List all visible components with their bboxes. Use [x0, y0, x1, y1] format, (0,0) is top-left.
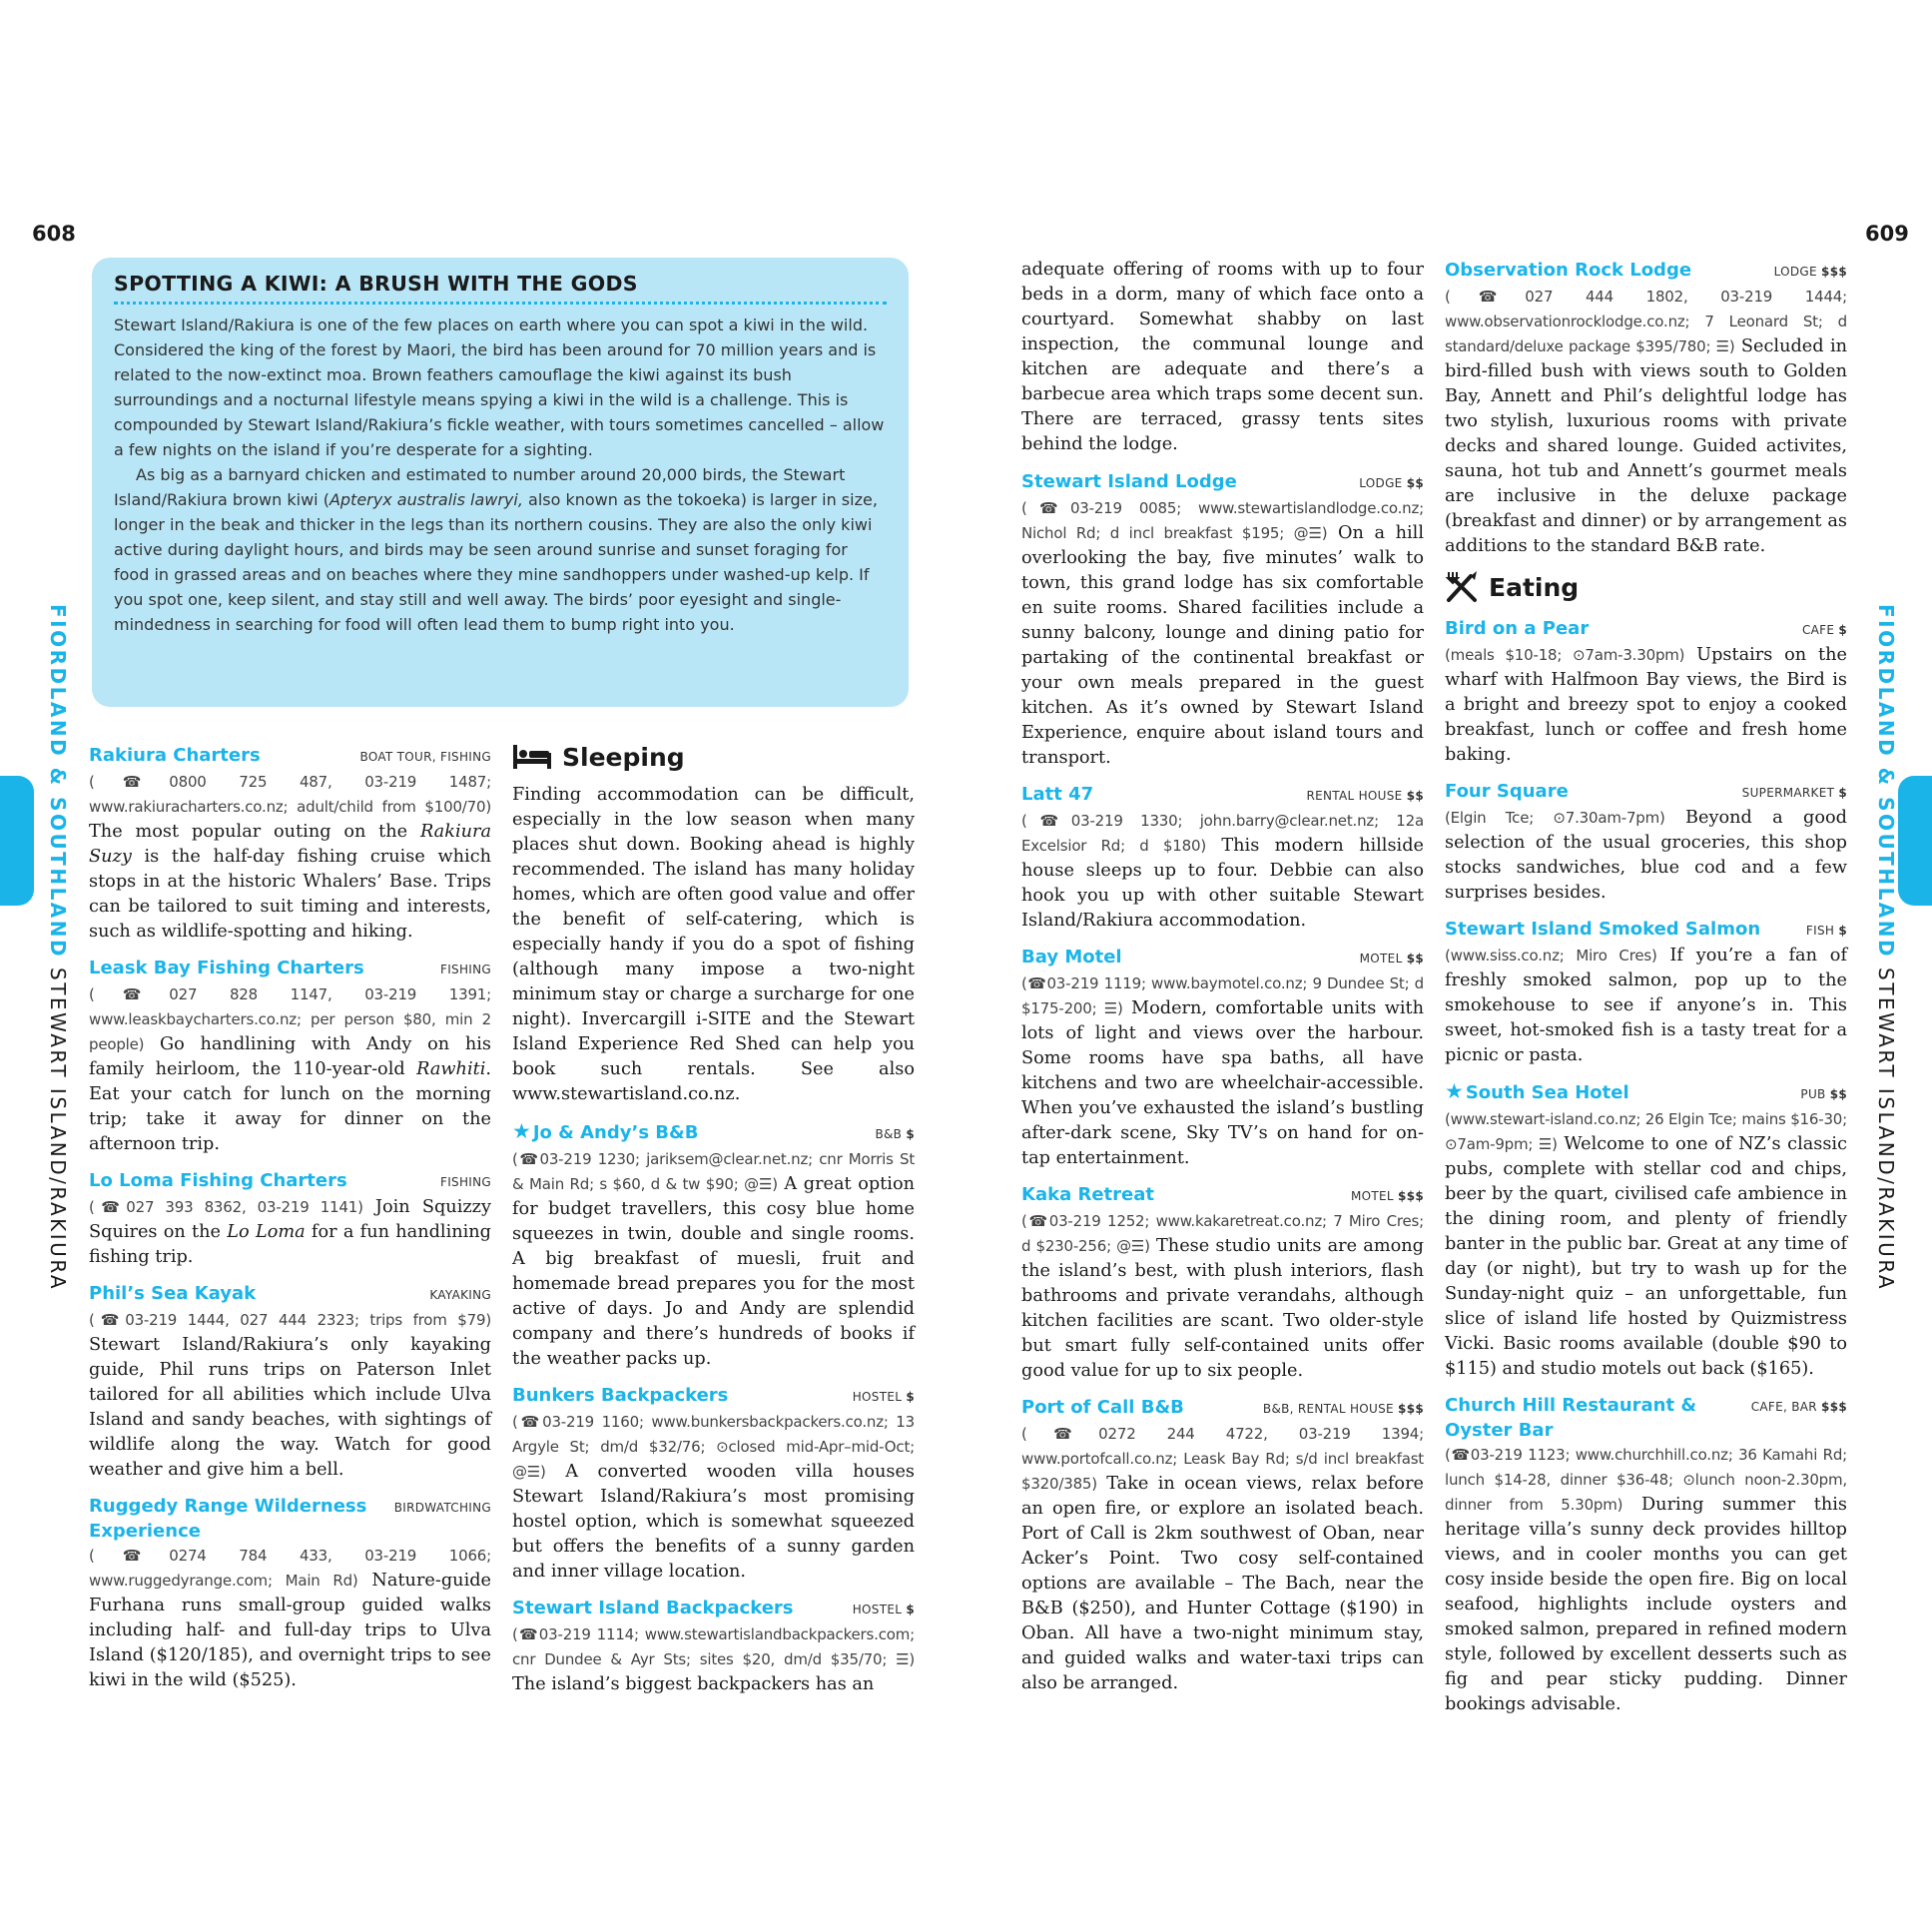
listing-type	[1742, 781, 1847, 806]
listing-text: is the half-day fishing cruise which stops in at the historic Whalers’ Base. Trips can be tailored to suit timing and interests, such as wildlife-spotting and hiking.	[89, 847, 491, 942]
listing-type	[1263, 1397, 1424, 1422]
listing-name: Stewart Island Backpackers	[512, 1598, 794, 1618]
sidebar-paragraph-2	[114, 462, 887, 637]
listing-type-text: B&B	[875, 1127, 903, 1141]
listing-text: Take in ocean views, relax before an open fire, or explore an isolated beach. Port of Call is 2km southwest of Oban, near Acker’s Point. Two cosy self-contained options are available – The Bach, near the B&B ($250), and Hunter Cottage ($190) in Oban. All have a two-night minimum stay, and guided walks and water-taxi trips can also be arranged.	[1021, 1474, 1424, 1693]
eating-entry	[1445, 1393, 1847, 1717]
listing-type	[1360, 947, 1424, 971]
side-section-label: STEWART ISLAND/RAKIURA	[1874, 959, 1898, 1292]
listing-info: (☎027 393 8362, 03-219 1141)	[89, 1198, 363, 1216]
eating-entry	[1445, 1079, 1847, 1382]
listing-type: BIRDWATCHING	[393, 1501, 491, 1515]
listing-type-text: B&B, RENTAL HOUSE	[1262, 1402, 1394, 1416]
listing-type-text: HOSTEL	[852, 1390, 903, 1404]
listing-type-text: MOTEL	[1359, 952, 1403, 966]
listing-info: (www.stewart-island.co.nz; 26 Elgin Tce; mains $16-30; ⊙7am-9pm; ☰)	[1445, 1110, 1847, 1153]
listing-name: Port of Call B&B	[1021, 1397, 1184, 1418]
continued-text: adequate offering of rooms with up to four beds in a dorm, many of which face onto a courtyard. Somewhat shabby on last inspection, the communal lounge and kitchen are adequate and there’s a barbecue area which traps some decent sun. There are terraced, grassy tents sites behind the lodge.	[1021, 260, 1424, 454]
listing-info: (☎03-219 1230; jariksem@clear.net.nz; cnr Morris St & Main Rd; s $60, d & tw $90; @☰)	[512, 1150, 915, 1193]
side-running-head-left	[38, 604, 78, 1603]
listing-text: . Eat your catch for lunch on the morning trip; take it away for dinner on the afternoon trip.	[89, 1059, 491, 1154]
price-level: $$	[1406, 952, 1424, 966]
listing-type	[1800, 1082, 1847, 1107]
listing-text: Join Squizzy Squires on the	[89, 1197, 491, 1242]
sleeping-entry	[512, 1596, 915, 1697]
sidebar-text: also known as the tokoeka) is larger in size, longer in the beak and thicker in the legs than its northern cousins. They are also the only kiwi active during daylight hours, and birds may be seen around sunrise and sunset foraging for food in grassed areas and on beaches where they mine sandhoppers under washed-up kelp. If you spot one, keep silent, and stay still and well away. The birds’ poor eyesight and single-mindedness in searching for food will often lead them to bump right into you.	[114, 490, 878, 634]
eating-entry	[1445, 616, 1847, 768]
price-level: $$$	[1821, 1400, 1847, 1414]
sidebar-latin-name: Apteryx australis lawryi,	[328, 490, 523, 509]
chapter-tab-left	[0, 776, 34, 906]
listing-name: Bunkers Backpackers	[512, 1385, 729, 1406]
listing-text: Beyond a good selection of the usual groceries, this shop stocks sandwiches, blue cod and a few surprises besides.	[1445, 808, 1847, 903]
price-level: $$$	[1398, 1402, 1424, 1416]
listing-name: Rakiura Charters	[89, 745, 261, 766]
section-title: Eating	[1489, 572, 1580, 602]
activity-entry	[89, 1168, 491, 1270]
sleeping-entry	[512, 1383, 915, 1585]
sleeping-entry	[512, 1119, 915, 1372]
sleeping-entry	[1021, 469, 1424, 771]
sidebar-title: SPOTTING A KIWI: A BRUSH WITH THE GODS	[114, 272, 887, 305]
listing-info: (☎027 828 1147, 03-219 1391; www.leaskbaycharters.co.nz; per person $80, min 2 people)	[89, 985, 491, 1053]
listing-text: If you’re a fan of freshly smoked salmon, pop up to the smokehouse to see if anyone’s in. This sweet, hot-smoked fish is a tasty treat for a picnic or pasta.	[1445, 946, 1847, 1065]
listing-info: (☎03-219 1330; john.barry@clear.net.nz; 12a Excelsior Rd; d $180)	[1021, 812, 1424, 855]
listing-name	[1445, 1079, 1629, 1105]
price-level: $	[1838, 786, 1847, 800]
sleeping-intro: Finding accommodation can be difficult, especially in the low season when many places shut down. Booking ahead is highly recommended. The island has many holiday homes, which are often good value and offer the benefit of self-catering, which is especially handy if you do a spot of fishing (although many impose a two-night minimum stay or charge a surcharge for one night). Invercargill i-SITE and the Stewart Island Experience Red Shed can help you book such rentals. See also www.stewartisland.co.nz.	[512, 785, 915, 1104]
listing-type: FISHING	[440, 963, 491, 976]
listing-name: Leask Bay Fishing Charters	[89, 958, 364, 978]
price-level: $	[906, 1603, 915, 1616]
listing-type-text: FISH	[1805, 924, 1835, 938]
listing-text: During summer this heritage villa’s sunny deck provides hilltop views, and in cooler months you can get cosy inside beside the open fire. Big on local seafood, highlights include oysters and smoked salmon, prepared in refined modern style, followed by excellent desserts such as fig and pear sticky pudding. Dinner bookings advisable.	[1445, 1495, 1847, 1714]
listing-name: Bird on a Pear	[1445, 618, 1590, 639]
sleeping-entry	[1445, 258, 1847, 559]
fork-knife-icon	[1445, 570, 1479, 604]
listing-name: Four Square	[1445, 781, 1569, 802]
activities-column	[89, 743, 491, 1704]
listing-italic: Rawhiti	[416, 1059, 486, 1079]
sleeping-column-continued	[1021, 258, 1424, 1707]
listing-info: (www.siss.co.nz; Miro Cres)	[1445, 947, 1657, 965]
side-chapter-label: FIORDLAND & SOUTHLAND	[46, 604, 70, 960]
eating-entry	[1445, 779, 1847, 906]
listing-text: The island’s biggest backpackers has an	[512, 1674, 875, 1694]
listing-name-text: Jo & Andy’s B&B	[532, 1122, 699, 1143]
price-level: $$	[1406, 789, 1424, 803]
listing-text: Secluded in bird-filled bush with views south to Golden Bay, Annett and Phil’s delightful lodge has two stylish, luxurious rooms with private decks and shared lounge. Guided activites, sauna, hot tub and Annett’s gourmet meals are inclusive in the deluxe package (breakfast and dinner) or by arrangement as additions to the standard B&B rate.	[1445, 336, 1847, 556]
sleeping-entry	[1021, 1182, 1424, 1384]
listing-name: Observation Rock Lodge	[1445, 260, 1692, 281]
price-level: $$	[1406, 476, 1424, 490]
price-level: $	[1838, 924, 1847, 938]
listing-type	[1774, 260, 1847, 285]
listing-text: A great option for budget travellers, this cosy blue home squeezes in twin, double and single rooms. A big breakfast of muesli, fruit and homemade bread prepares you for the most active of days. Jo and Andy are splendid company and there’s hundreds of books if the weather packs up.	[512, 1174, 915, 1369]
listing-type-text: CAFE	[1801, 623, 1835, 637]
listing-name: Ruggedy Range Wilderness Experience	[89, 1496, 367, 1542]
listing-type-text: PUB	[1800, 1087, 1826, 1101]
side-running-head-right	[1866, 604, 1906, 1603]
listing-type	[1351, 1184, 1424, 1209]
listing-info: (☎027 444 1802, 03-219 1444; www.observationrocklodge.co.nz; 7 Leonard St; d standard/deluxe package $395/780; ☰)	[1445, 288, 1847, 355]
listing-text: This modern hillside house sleeps up to four. Debbie can also hook you up with other suitable Stewart Island/Rakiura accommodation.	[1021, 836, 1424, 931]
listing-name-text: South Sea Hotel	[1465, 1082, 1629, 1103]
listing-name: Bay Motel	[1021, 947, 1122, 967]
listing-info: (☎0272 244 4722, 03-219 1394; www.portofcall.co.nz; Leask Bay Rd; s/d incl breakfast $320/385)	[1021, 1425, 1424, 1493]
listing-type	[1307, 784, 1425, 809]
listing-type: KAYAKING	[429, 1288, 491, 1302]
listing-text: These studio units are among the island’s best, with plush interiors, flash bathrooms and private verandahs, although kitchen facilities are scant. Two older-style but smart fully self-contained units offer good value for up to six people.	[1021, 1236, 1424, 1381]
listing-type	[853, 1598, 915, 1622]
listing-text: On a hill overlooking the bay, five minutes’ walk to town, this grand lodge has six comfortable en suite rooms. Shared facilities include a sunny balcony, lounge and dining patio for partaking of the continental breakfast or your own meals prepared in the guest kitchen. As it’s owned by Stewart Island Experience, enquire about island tours and transport.	[1021, 523, 1424, 768]
listing-name: Church Hill Restaurant & Oyster Bar	[1445, 1395, 1697, 1441]
listing-type	[1751, 1395, 1847, 1420]
listing-name: Phil’s Sea Kayak	[89, 1283, 257, 1304]
kiwi-sidebar-box	[92, 258, 909, 707]
sleeping-entry	[1021, 1395, 1424, 1696]
page-number-right: 609	[1865, 222, 1909, 246]
price-level: $	[1838, 623, 1847, 637]
sleeping-heading	[512, 743, 915, 771]
listing-info: (☎03-219 0085; www.stewartislandlodge.co.nz; Nichol Rd; d incl breakfast $195; @☰)	[1021, 499, 1424, 542]
listing-text: for a fun handlining fishing trip.	[89, 1222, 491, 1267]
price-level: $$	[1829, 1087, 1847, 1101]
listing-type	[1359, 471, 1424, 496]
listing-text: Go handlining with Andy on his family heirloom, the 110-year-old	[89, 1034, 491, 1079]
sleeping-column	[512, 739, 915, 1708]
listing-italic: Rakiura Suzy	[89, 822, 491, 867]
listing-type	[1806, 919, 1847, 944]
listing-name: Kaka Retreat	[1021, 1184, 1154, 1205]
eating-heading	[1445, 570, 1847, 604]
listing-type-text: RENTAL HOUSE	[1306, 789, 1403, 803]
section-title: Sleeping	[562, 742, 685, 772]
listing-type-text: LODGE	[1359, 476, 1403, 490]
listing-text: Stewart Island/Rakiura’s only kayaking guide, Phil runs trips on Paterson Inlet tailored for all abilities which include Ulva Island and sandy beaches, with sightings of wildlife along the way. Watch for good weather and give him a bell.	[89, 1335, 491, 1480]
listing-info: (☎03-219 1114; www.stewartislandbackpackers.com; cnr Dundee & Ayr Sts; sites $20, dm/d $35/70; ☰)	[512, 1625, 915, 1668]
listing-name: Stewart Island Smoked Salmon	[1445, 919, 1761, 940]
sidebar-paragraph-1: Stewart Island/Rakiura is one of the few places on earth where you can spot a kiwi in the wild. Considered the king of the forest by Maori, the bird has been around for 70 million years and is related to the now-extinct moa. Brown feathers camouflage the kiwi against its bush surroundings and a nocturnal lifestyle means spying a kiwi in the wild is a challenge. This is compounded by Stewart Island/Rakiura’s fickle weather, with tours sometimes cancelled – allow a few nights on the island if you’re desperate for a sighting.	[114, 316, 885, 459]
price-level: $	[906, 1390, 915, 1404]
listing-type-text: CAFE, BAR	[1750, 1400, 1817, 1414]
page-number-left: 608	[32, 222, 76, 246]
listing-type	[875, 1122, 915, 1147]
listing-info: (Elgin Tce; ⊙7.30am-7pm)	[1445, 809, 1665, 827]
sidebar-text: As big as a barnyard chicken and estimated to number around 20,000 birds, the Stewart Island/Rakiura brown kiwi (	[114, 465, 846, 509]
listing-info: (☎03-219 1160; www.bunkersbackpackers.co.nz; 13 Argyle St; dm/d $32/76; ⊙closed mid-Apr–mid-Oct; @☰)	[512, 1413, 915, 1481]
listing-type: FISHING	[440, 1175, 491, 1189]
price-level: $	[906, 1127, 915, 1141]
listing-name: Lo Loma Fishing Charters	[89, 1170, 347, 1191]
listing-type: BOAT TOUR, FISHING	[359, 750, 491, 764]
listing-type	[1802, 618, 1847, 643]
listing-info: (meals $10-18; ⊙7am-3.30pm)	[1445, 646, 1685, 664]
listing-info: (☎0274 784 433, 03-219 1066; www.ruggedyrange.com; Main Rd)	[89, 1547, 491, 1590]
listing-type-text: LODGE	[1773, 265, 1817, 279]
listing-info: (☎03-219 1123; www.churchhill.co.nz; 36 Kamahi Rd; lunch $14-28, dinner $36-48; ⊙lunch noon-2.30pm, dinner from 5.30pm)	[1445, 1446, 1847, 1514]
side-section-label: STEWART ISLAND/RAKIURA	[46, 959, 70, 1292]
price-level: $$$	[1821, 265, 1847, 279]
sleeping-entry	[1021, 782, 1424, 934]
listing-info: (☎0800 725 487, 03-219 1487; www.rakiuracharters.co.nz; adult/child from $100/70)	[89, 773, 491, 816]
listing-name: Stewart Island Lodge	[1021, 471, 1237, 492]
side-chapter-label: FIORDLAND & SOUTHLAND	[1874, 604, 1898, 960]
listing-type	[853, 1385, 915, 1410]
listing-type-text: HOSTEL	[852, 1603, 903, 1616]
listing-text: Upstairs on the wharf with Halfmoon Bay views, the Bird is a bright and breezy spot to enjoy a cooked breakfast, lunch or coffee and fresh home baking.	[1445, 645, 1847, 765]
listing-info: (☎03-219 1252; www.kakaretreat.co.nz; 7 Miro Cres; d $230-256; @☰)	[1021, 1212, 1424, 1255]
listing-info: (☎03-219 1444, 027 444 2323; trips from $79)	[89, 1311, 491, 1329]
listing-text: Welcome to one of NZ’s classic pubs, complete with stellar cod and chips, beer by the quart, civilised cafe ambience in the dining room, and plenty of friendly banter in the public bar. Great at any time of day (or night), but try to wash up for the Sunday-night quiz – an unforgettable, fun slice of island life hosted by Quizmistress Vicki. Basic rooms available (double $90 to $115) and studio motels out back ($165).	[1445, 1134, 1847, 1379]
sleeping-entry	[1021, 945, 1424, 1171]
activity-entry	[89, 1494, 491, 1693]
bed-icon	[512, 743, 552, 771]
activity-entry	[89, 956, 491, 1157]
listing-info: (☎03-219 1119; www.baymotel.co.nz; 9 Dundee St; d $175-200; ☰)	[1021, 974, 1424, 1017]
listing-text: Modern, comfortable units with lots of light and views over the harbour. Some rooms have spa baths, all have kitchens and two are wheelchair-accessible. When you’ve exhausted the island’s bustling after-dark scene, Sky TV’s on hand for on-tap entertainment.	[1021, 998, 1424, 1168]
star-icon: ★	[1445, 1079, 1464, 1103]
listing-text: Nature-guide Furhana runs small-group guided walks including half- and full-day trips to Ulva Island ($120/185), and overnight trips to see kiwi in the wild ($525).	[89, 1571, 492, 1690]
activity-entry	[89, 1281, 491, 1483]
star-icon: ★	[512, 1119, 531, 1143]
listing-name	[512, 1119, 698, 1145]
listing-text: A converted wooden villa houses Stewart Island/Rakiura’s most promising hostel option, which is somewhat squeezed but offers the benefits of a sunny garden and inner village location.	[512, 1462, 915, 1582]
activity-entry	[89, 743, 491, 945]
listing-type-text: SUPERMARKET	[1741, 786, 1835, 800]
price-level: $$$	[1398, 1189, 1424, 1203]
listing-italic: Lo Loma	[227, 1222, 306, 1242]
listing-text: The most popular outing on the	[89, 822, 420, 842]
eating-column	[1445, 258, 1847, 1728]
listing-type-text: MOTEL	[1351, 1189, 1394, 1203]
eating-entry	[1445, 917, 1847, 1068]
listing-name: Latt 47	[1021, 784, 1094, 805]
